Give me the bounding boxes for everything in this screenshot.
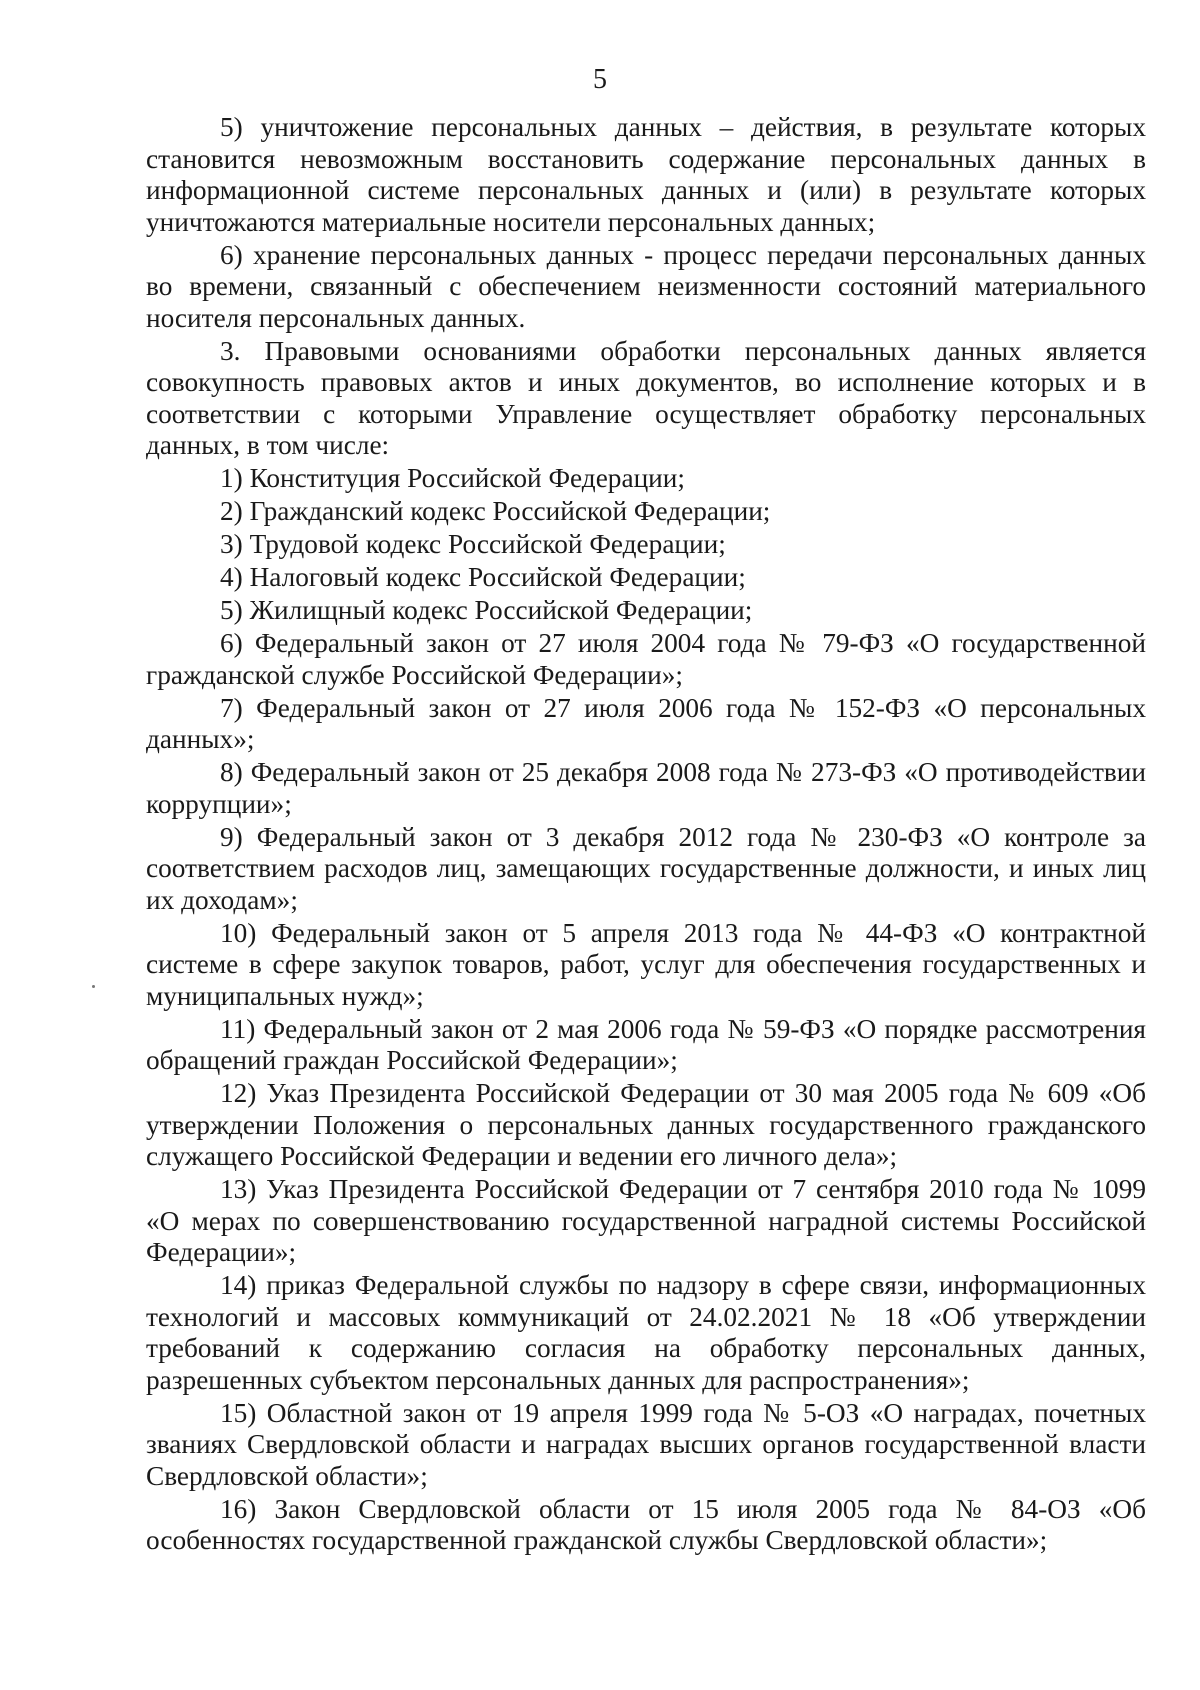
list-item-law-230-fz: 9) Федеральный закон от 3 декабря 2012 года № 230-ФЗ «О контроле за соответствием расходов лиц, замещающих государственные должности, и иных лиц их доходам»;	[146, 821, 1146, 915]
list-item-law-273-fz: 8) Федеральный закон от 25 декабря 2008 года № 273-ФЗ «О противодействии коррупции»;	[146, 757, 1146, 819]
list-item-tax-code: 4) Налоговый кодекс Российской Федерации;	[220, 562, 746, 592]
list-item-law-152-fz: 7) Федеральный закон от 27 июля 2006 года № 152-ФЗ «О персональных данных»;	[146, 692, 1146, 754]
list-item-housing-code: 5) Жилищный кодекс Российской Федерации;	[220, 595, 753, 625]
list-item-law-59-fz: 11) Федеральный закон от 2 мая 2006 года № 59-ФЗ «О порядке рассмотрения обращений граждан Российской Федерации»;	[146, 1013, 1146, 1075]
list-item-civil-code: 2) Гражданский кодекс Российской Федерации;	[220, 496, 771, 526]
list-item-order-18: 14) приказ Федеральной службы по надзору в сфере связи, информационных технологий и массовых коммуникаций от 24.02.2021 № 18 «Об утверждении требований к содержанию согласия на обработку персональных данных, разрешенных субъектом персональных данных для распространения»;	[146, 1270, 1146, 1395]
list-item-regional-law-5-oz: 15) Областной закон от 19 апреля 1999 года № 5-ОЗ «О наградах, почетных званиях Свердловской области и наградах высших органов государственной власти Свердловской области»;	[146, 1397, 1146, 1491]
scan-speck	[92, 985, 95, 988]
list-item-decree-1099: 13) Указ Президента Российской Федерации от 7 сентября 2010 года № 1099 «О мерах по совершенствованию государственной наградной системы Российской Федерации»;	[146, 1174, 1146, 1267]
list-item-decree-609: 12) Указ Президента Российской Федерации от 30 мая 2005 года № 609 «Об утверждении Положения о персональных данных государственного гражданского служащего Российской Федерации и ведении его личного дела»;	[146, 1078, 1146, 1171]
list-item-law-44-fz: 10) Федеральный закон от 5 апреля 2013 года № 44-ФЗ «О контрактной системе в сфере закупок товаров, работ, услуг для обеспечения государственных и муниципальных нужд»;	[146, 917, 1146, 1011]
list-item-law-79-fz: 6) Федеральный закон от 27 июля 2004 года № 79-ФЗ «О государственной гражданской службе Российской Федерации»;	[146, 628, 1146, 690]
paragraph-section-3-legal-grounds: 3. Правовыми основаниями обработки персональных данных является совокупность правовых актов и иных документов, во исполнение которых и в соответствии с которыми Управление осуществляет обработку персональных данных, в том числе:	[146, 335, 1146, 460]
paragraph-item-6-storage: 6) хранение персональных данных - процесс передачи персональных данных во времени, связанный с обеспечением неизменности состояний материального носителя персональных данных.	[146, 239, 1146, 333]
page-number: 5	[593, 64, 607, 95]
list-item-constitution: 1) Конституция Российской Федерации;	[220, 463, 685, 493]
list-item-labor-code: 3) Трудовой кодекс Российской Федерации;	[220, 529, 726, 559]
document-body	[146, 112, 1146, 1557]
list-item-regional-law-84-oz: 16) Закон Свердловской области от 15 июля 2005 года № 84-ОЗ «Об особенностях государственной гражданской службы Свердловской области»;	[146, 1493, 1146, 1555]
paragraph-item-5-destruction: 5) уничтожение персональных данных – действия, в результате которых становится невозможным восстановить содержание персональных данных в информационной системе персональных данных и (или) в результате которых уничтожаются материальные носители персональных данных;	[146, 112, 1146, 237]
